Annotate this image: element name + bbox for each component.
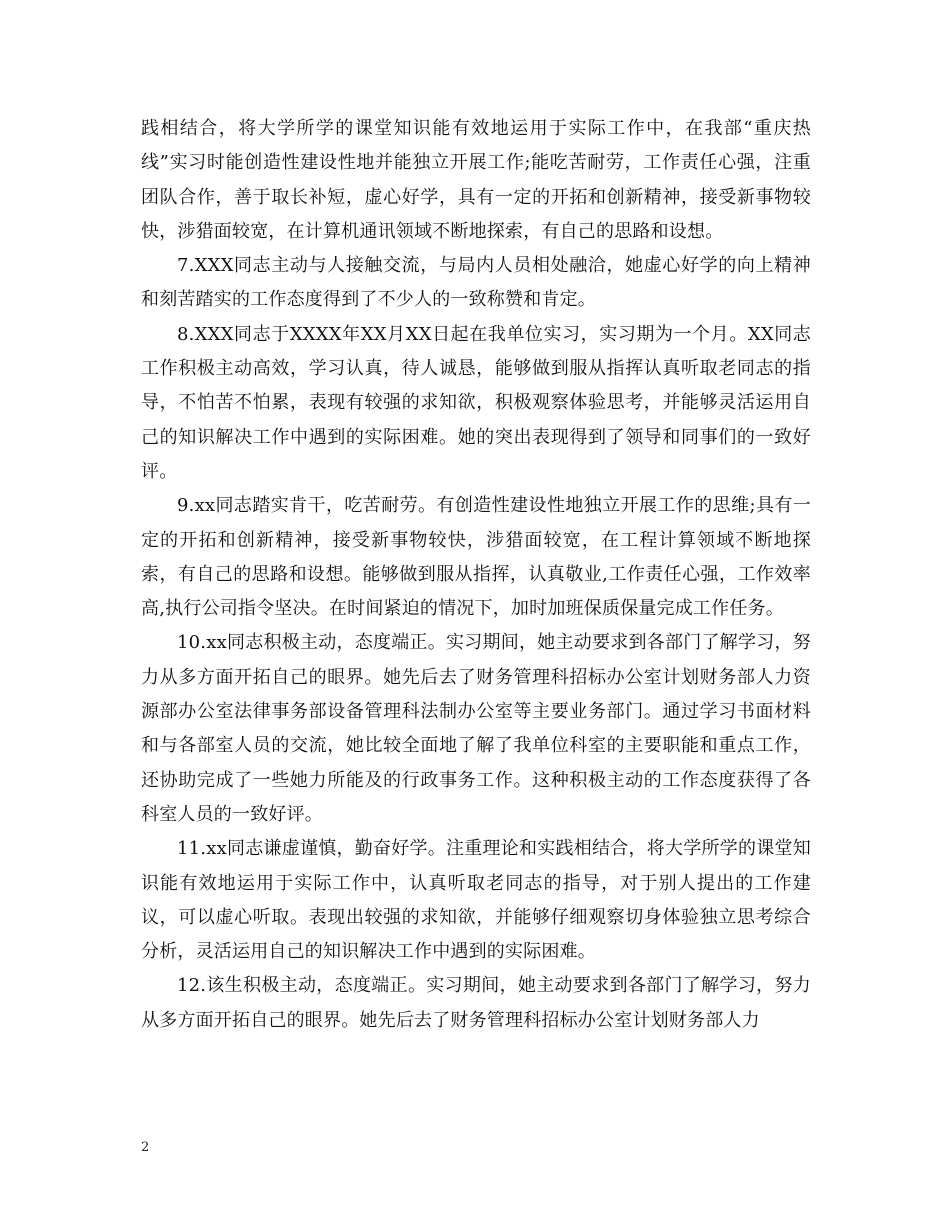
paragraph-item-8: 8.XXX同志于XXXX年XX月XX日起在我单位实习，实习期为一个月。XX同志工作积极主动高效，学习认真，待人诚恳，能够做到服从指挥认真听取老同志的指导，不怕苦不怕累，表现有较强的求知欲，积极观察体验思考，并能够灵活运用自己的知识解决工作中遇到的实际困难。她的突出表现得到了领导和同事们的一致好评。 <box>141 323 811 482</box>
page-number: 2 <box>141 1140 150 1155</box>
document-body <box>141 112 811 1038</box>
paragraph-item-7: 7.XXX同志主动与人接触交流，与局内人员相处融洽，她虚心好学的向上精神和刻苦踏实的工作态度得到了不少人的一致称赞和肯定。 <box>141 255 811 311</box>
paragraph-item-12: 12.该生积极主动，态度端正。实习期间，她主动要求到各部门了解学习，努力从多方面开拓自己的眼界。她先后去了财务管理科招标办公室计划财务部人力 <box>141 975 811 1031</box>
paragraph-item-9: 9.xx同志踏实肯干，吃苦耐劳。有创造性建设性地独立开展工作的思维;具有一定的开拓和创新精神，接受新事物较快，涉猎面较宽，在工程计算领域不断地探索，有自己的思路和设想。能够做到服从指挥，认真敬业,工作责任心强，工作效率高,执行公司指令坚决。在时间紧迫的情况下，加时加班保质保量完成工作任务。 <box>141 495 811 620</box>
paragraph-item-10: 10.xx同志积极主动，态度端正。实习期间，她主动要求到各部门了解学习，努力从多方面开拓自己的眼界。她先后去了财务管理科招标办公室计划财务部人力资源部办公室法律事务部设备管理科法制办公室等主要业务部门。通过学习书面材料和与各部室人员的交流，她比较全面地了解了我单位科室的主要职能和重点工作，还协助完成了一些她力所能及的行政事务工作。这种积极主动的工作态度获得了各科室人员的一致好评。 <box>141 632 811 825</box>
paragraph-continuation: 践相结合，将大学所学的课堂知识能有效地运用于实际工作中，在我部“重庆热线”实习时能创造性建设性地并能独立开展工作;能吃苦耐劳，工作责任心强，注重团队合作，善于取长补短，虚心好学，具有一定的开拓和创新精神，接受新事物较快，涉猎面较宽，在计算机通讯领域不断地探索，有自己的思路和设想。 <box>141 118 811 242</box>
paragraph-item-11: 11.xx同志谦虚谨慎，勤奋好学。注重理论和实践相结合，将大学所学的课堂知识能有效地运用于实际工作中，认真听取老同志的指导，对于别人提出的工作建议，可以虚心听取。表现出较强的求知欲，并能够仔细观察切身体验独立思考综合分析，灵活运用自己的知识解决工作中遇到的实际困难。 <box>141 838 811 963</box>
